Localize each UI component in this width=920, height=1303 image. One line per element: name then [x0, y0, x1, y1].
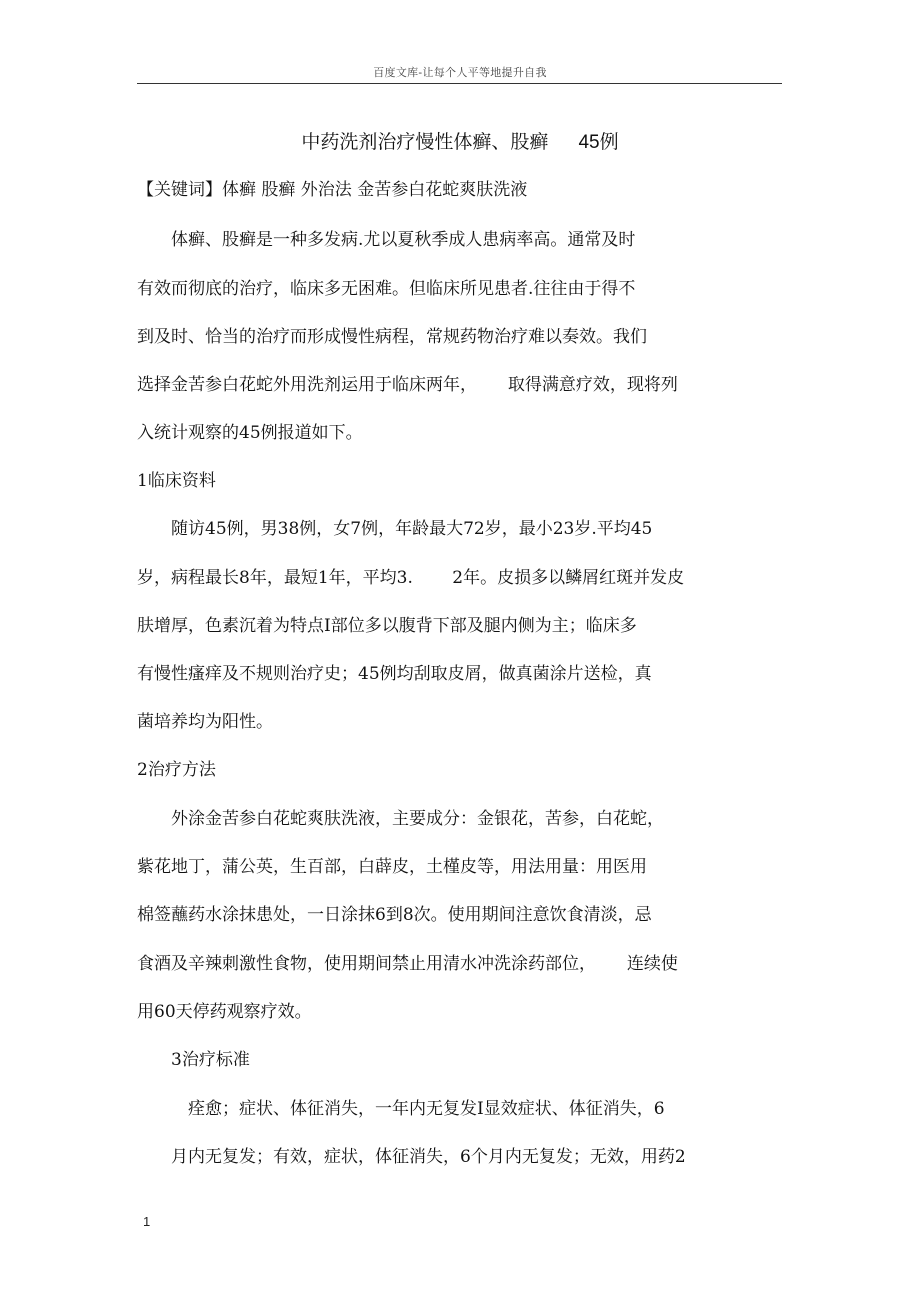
paragraph-line: 菌培养均为阳性。 — [137, 712, 273, 732]
title-text: 中药洗剂治疗慢性体癣、股癣 — [301, 131, 549, 153]
keywords-line: 【关键词】体癣 股癣 外治法 金苦参白花蛇爽肤洗液 — [137, 180, 528, 200]
section-heading: 2治疗方法 — [137, 760, 216, 780]
paragraph-line: 月内无复发；有效，症状，体征消失，6个月内无复发；无效，用药2 — [137, 1147, 686, 1167]
page-number: 1 — [143, 1214, 151, 1229]
paragraph-line: 痊愈；症状、体征消失，一年内无复发I显效症状、体征消失，6 — [137, 1099, 665, 1119]
page-header-slogan: 百度文库-让每个人平等地提升自我 — [373, 66, 547, 79]
section-heading: 1临床资料 — [137, 471, 216, 491]
paragraph-line: 棉签蘸药水涂抹患处，一日涂抹6到8次。使用期间注意饮食清淡，忌 — [137, 905, 652, 925]
paragraph-line: 有慢性瘙痒及不规则治疗史；45例均刮取皮屑，做真菌涂片送检，真 — [137, 664, 652, 684]
paragraph-line: 入统计观察的45例报道如下。 — [137, 423, 363, 443]
paragraph-line: 食酒及辛辣刺激性食物，使用期间禁止用清水冲洗涂药部位， 连续使 — [137, 954, 678, 974]
paragraph-line: 有效而彻底的治疗，临床多无困难。但临床所见患者.往往由于得不 — [137, 279, 636, 299]
paragraph-line: 外涂金苦参白花蛇爽肤洗液，主要成分：金银花，苦参，白花蛇， — [137, 809, 664, 829]
paragraph-line: 随访45例，男38例，女7例，年龄最大72岁，最小23岁.平均45 — [137, 519, 653, 539]
paragraph-line: 紫花地丁，蒲公英，生百部，白薜皮，土槿皮等，用法用量：用医用 — [137, 857, 647, 877]
document-title — [0, 129, 920, 156]
paragraph-line: 体癣、股癣是一种多发病.尤以夏秋季成人患病率高。通常及时 — [137, 230, 636, 250]
section-heading: 3治疗标准 — [137, 1050, 250, 1070]
paragraph-line: 用60天停药观察疗效。 — [137, 1002, 312, 1022]
title-case-count: 45例 — [578, 132, 619, 153]
paragraph-line: 到及时、恰当的治疗而形成慢性病程，常规药物治疗难以奏效。我们 — [137, 327, 647, 347]
paragraph-line: 岁，病程最长8年，最短1年，平均3. 2年。皮损多以鳞屑红斑并发皮 — [137, 568, 685, 588]
paragraph-line: 选择金苦参白花蛇外用洗剂运用于临床两年， 取得满意疗效，现将列 — [137, 375, 678, 395]
paragraph-line: 肤增厚，色素沉着为特点I部位多以腹背下部及腿内侧为主；临床多 — [137, 616, 637, 636]
header-divider — [137, 83, 782, 84]
